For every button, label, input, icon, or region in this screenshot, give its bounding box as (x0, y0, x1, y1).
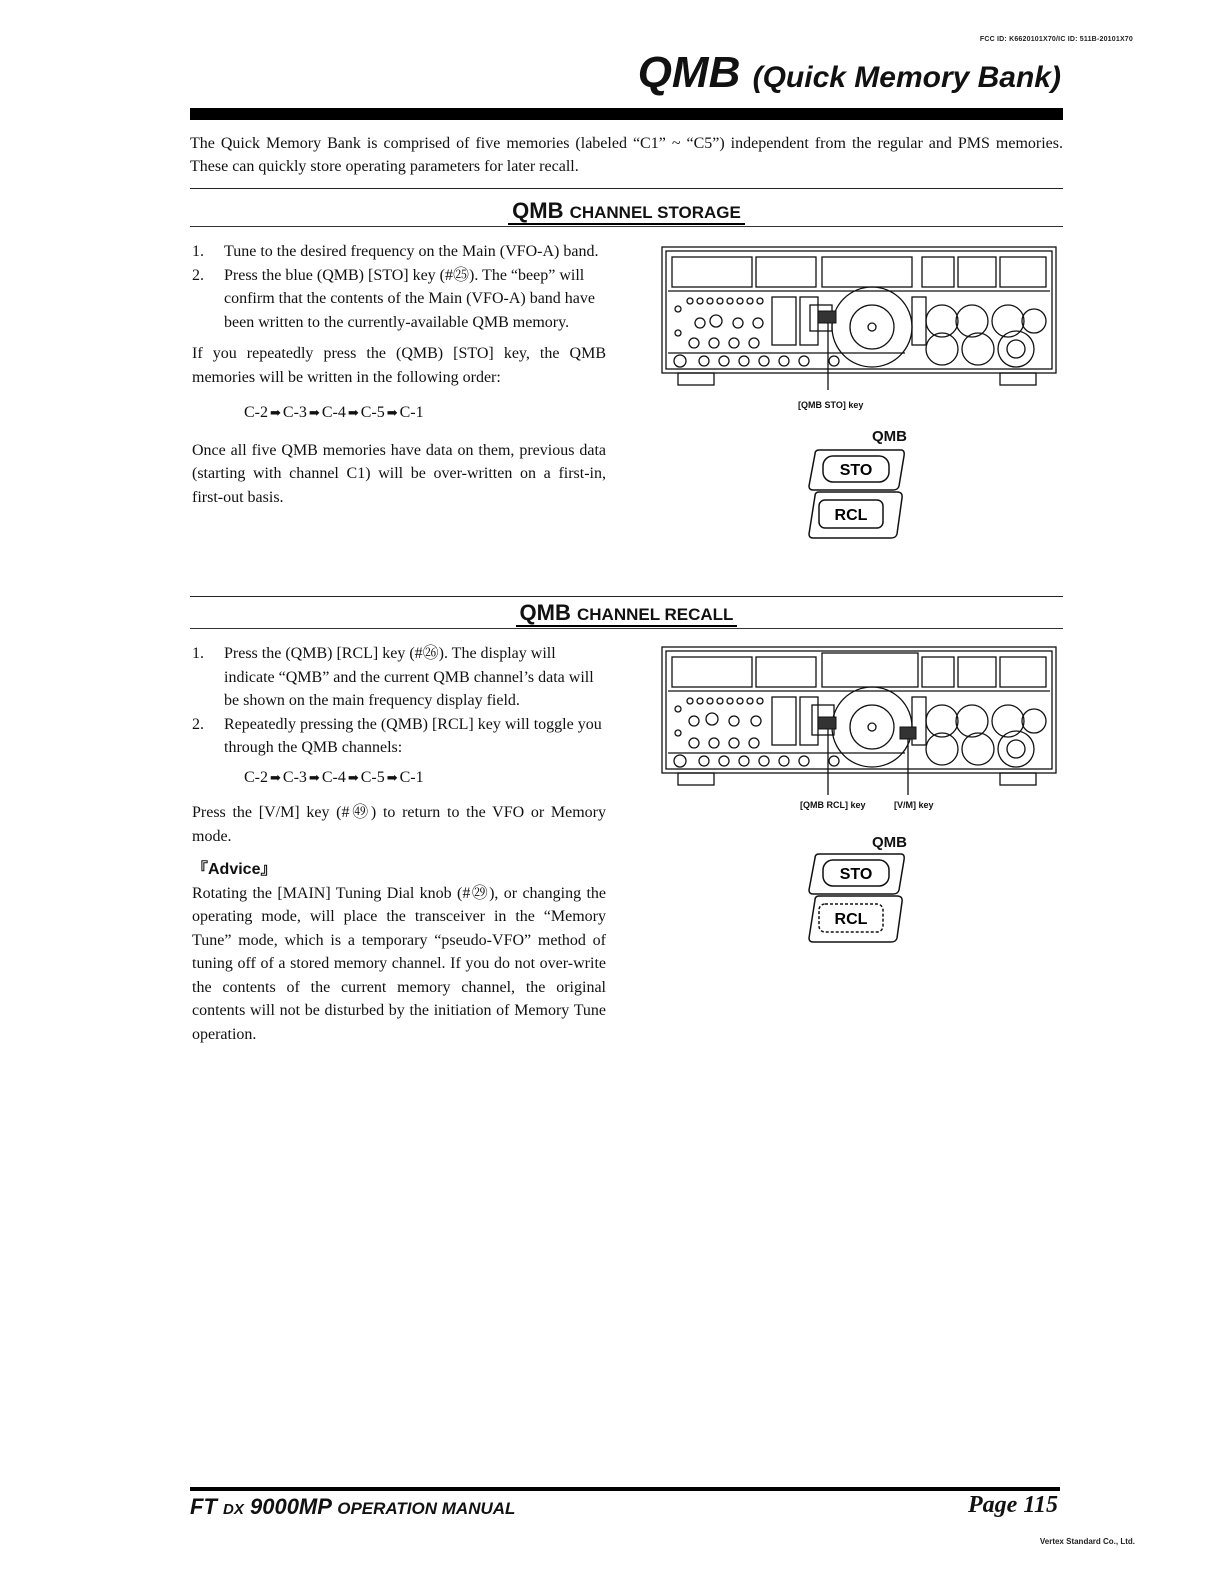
storage-text (192, 240, 606, 509)
rcl-key-label: RCL (834, 507, 868, 524)
qmb-key-illustration-recall (805, 850, 915, 950)
heading-lead: QMB (512, 198, 564, 223)
list-item: 2. Press the blue (QMB) [STO] key (#㉕). The “beep” will confirm that the contents of the Main (VFO-A) band have been written to the currently-available QMB memory. (192, 266, 596, 331)
storage-para-2: Once all five QMB memories have data on them, previous data (starting with channel C1) will be over-written on a first-in, first-out basis. (192, 441, 606, 506)
page-title (638, 48, 1061, 98)
list-item: 1. Press the (QMB) [RCL] key (#㉖). The display will indicate “QMB” and the current QMB channel’s data will be shown on the main frequency display field. (192, 645, 594, 709)
radio-front-panel-illustration-storage (660, 245, 1060, 390)
company-name: Vertex Standard Co., Ltd. (1039, 1537, 1135, 1546)
title-sub: (Quick Memory Bank) (752, 61, 1061, 94)
section-heading-storage (190, 198, 1063, 224)
list-item: 2. Repeatedly pressing the (QMB) [RCL] key will toggle you through the QMB channels: (192, 715, 602, 756)
recall-sequence: C-2 ➡ C-3 ➡ C-4 ➡ C-5 ➡ C-1 (244, 768, 424, 786)
title-rule (190, 108, 1063, 120)
page-number: Page 115 (968, 1492, 1058, 1518)
heading-lead: QMB (519, 600, 571, 625)
recall-steps (192, 642, 606, 760)
section-rule-bottom (190, 628, 1063, 629)
section-heading-recall (190, 600, 1063, 626)
storage-sequence: C-2 ➡ C-3 ➡ C-4 ➡ C-5 ➡ C-1 (244, 404, 424, 421)
list-item: 1. Tune to the desired frequency on the Main (VFO-A) band. (192, 243, 599, 260)
heading-rest: CHANNEL STORAGE (569, 203, 741, 222)
advice-heading: 『Advice』 (192, 861, 277, 878)
storage-steps (192, 240, 606, 334)
storage-para-1: If you repeatedly press the (QMB) [STO] key, the QMB memories will be written in the following order: (192, 345, 606, 386)
footer-rule (190, 1487, 1060, 1491)
recall-text (192, 642, 606, 1046)
advice-text: Rotating the [MAIN] Tuning Dial knob (#㉙), or changing the operating mode, will place the transceiver in the “Memory Tune” mode, which is a temporary “pseudo-VFO” method of tuning off of a stored memory channel. If you do not over-write the contents of the current memory channel, the original contents will not be disturbed by the initiation of Memory Tune operation. (192, 884, 606, 1043)
fcc-id: FCC ID: K6620101X70/IC ID: 511B-20101X70 (979, 36, 1133, 43)
recall-para-1: Press the [V/M] key (#㊾) to return to the VFO or Memory mode. (192, 804, 606, 845)
footer-manual-title: FT DX 9000MP OPERATION MANUAL (190, 1494, 516, 1519)
qmb-label: QMB (872, 428, 907, 445)
heading-rest: CHANNEL RECALL (576, 605, 734, 624)
title-main: QMB (637, 48, 741, 97)
sto-key-label: STO (839, 462, 873, 479)
qmb-label: QMB (872, 834, 907, 851)
section-rule-bottom (190, 226, 1063, 227)
qmb-key-illustration-storage (805, 446, 915, 546)
intro-paragraph: The Quick Memory Bank is comprised of five memories (labeled “C1” ~ “C5”) independent from the regular and PMS memories. These can quickly store operating parameters for later recall. (190, 135, 1063, 175)
caption-qmb-sto: [QMB STO] key (798, 400, 864, 410)
caption-qmb-rcl: [QMB RCL] key (800, 800, 866, 810)
rcl-key-label: RCL (834, 911, 868, 928)
section-rule-top (190, 188, 1063, 189)
sto-key-label: STO (839, 866, 873, 883)
section-rule-top (190, 596, 1063, 597)
radio-front-panel-illustration-recall (660, 645, 1060, 795)
caption-vm: [V/M] key (894, 800, 934, 810)
